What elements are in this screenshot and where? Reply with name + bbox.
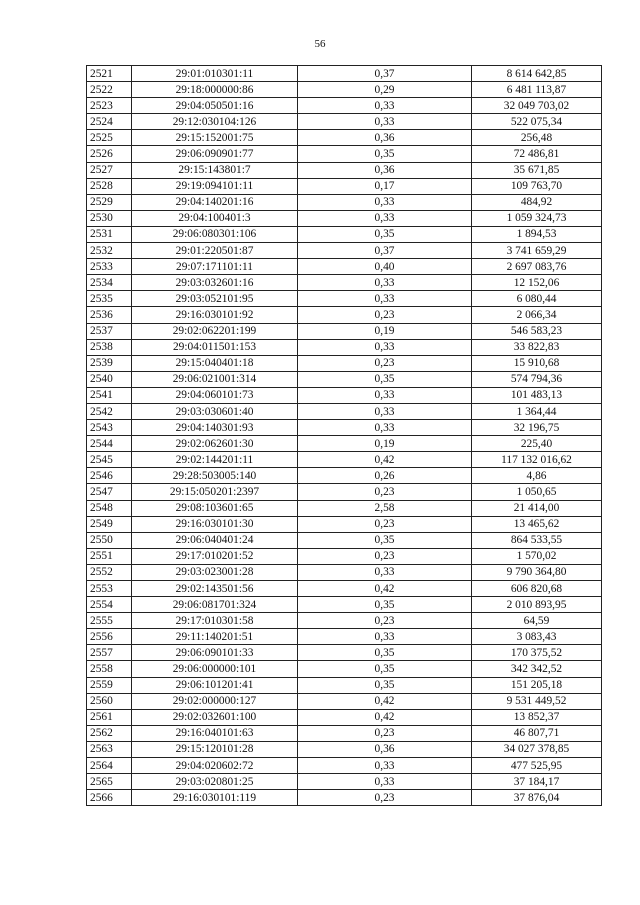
coefficient-cell: 0,33	[298, 194, 472, 210]
table-row	[87, 468, 602, 484]
table-row	[87, 66, 602, 82]
cadastral-number-cell: 29:15:152001:75	[132, 130, 298, 146]
amount-cell: 484,92	[472, 194, 602, 210]
cadastral-number-cell: 29:03:023001:28	[132, 564, 298, 580]
table-row	[87, 741, 602, 757]
table-row	[87, 629, 602, 645]
table-row	[87, 98, 602, 114]
coefficient-cell: 0,17	[298, 178, 472, 194]
amount-cell: 9 531 449,52	[472, 693, 602, 709]
table-row	[87, 774, 602, 790]
amount-cell: 21 414,00	[472, 500, 602, 516]
table-row	[87, 82, 602, 98]
coefficient-cell: 0,42	[298, 693, 472, 709]
table-row	[87, 323, 602, 339]
cadastral-number-cell: 29:02:000000:127	[132, 693, 298, 709]
amount-cell: 9 790 364,80	[472, 564, 602, 580]
table-row	[87, 790, 602, 806]
cadastral-number-cell: 29:04:060101:73	[132, 387, 298, 403]
amount-cell: 864 533,55	[472, 532, 602, 548]
cadastral-number-cell: 29:06:081701:324	[132, 597, 298, 613]
cadastral-number-cell: 29:18:000000:86	[132, 82, 298, 98]
row-number-cell: 2554	[87, 597, 132, 613]
row-number-cell: 2564	[87, 758, 132, 774]
table-row	[87, 243, 602, 259]
cadastral-number-cell: 29:03:052101:95	[132, 291, 298, 307]
table-row	[87, 452, 602, 468]
row-number-cell: 2556	[87, 629, 132, 645]
row-number-cell: 2545	[87, 452, 132, 468]
coefficient-cell: 0,36	[298, 162, 472, 178]
cadastral-number-cell: 29:02:032601:100	[132, 709, 298, 725]
row-number-cell: 2528	[87, 178, 132, 194]
amount-cell: 342 342,52	[472, 661, 602, 677]
cadastral-number-cell: 29:02:143501:56	[132, 581, 298, 597]
table-row	[87, 162, 602, 178]
cadastral-number-cell: 29:17:010201:52	[132, 548, 298, 564]
row-number-cell: 2538	[87, 339, 132, 355]
amount-cell: 170 375,52	[472, 645, 602, 661]
cadastral-number-cell: 29:16:030101:92	[132, 307, 298, 323]
amount-cell: 522 075,34	[472, 114, 602, 130]
amount-cell: 1 059 324,73	[472, 210, 602, 226]
cadastral-number-cell: 29:03:032601:16	[132, 275, 298, 291]
amount-cell: 37 876,04	[472, 790, 602, 806]
row-number-cell: 2536	[87, 307, 132, 323]
coefficient-cell: 0,33	[298, 403, 472, 419]
amount-cell: 13 852,37	[472, 709, 602, 725]
table-row	[87, 387, 602, 403]
coefficient-cell: 0,33	[298, 758, 472, 774]
amount-cell: 117 132 016,62	[472, 452, 602, 468]
amount-cell: 546 583,23	[472, 323, 602, 339]
table-row	[87, 548, 602, 564]
amount-cell: 2 010 893,95	[472, 597, 602, 613]
row-number-cell: 2559	[87, 677, 132, 693]
row-number-cell: 2558	[87, 661, 132, 677]
cadastral-number-cell: 29:04:140201:16	[132, 194, 298, 210]
coefficient-cell: 0,33	[298, 98, 472, 114]
row-number-cell: 2529	[87, 194, 132, 210]
amount-cell: 12 152,06	[472, 275, 602, 291]
amount-cell: 33 822,83	[472, 339, 602, 355]
row-number-cell: 2541	[87, 387, 132, 403]
amount-cell: 8 614 642,85	[472, 66, 602, 82]
table-row	[87, 194, 602, 210]
amount-cell: 1 570,02	[472, 548, 602, 564]
amount-cell: 225,40	[472, 436, 602, 452]
cadastral-number-cell: 29:02:144201:11	[132, 452, 298, 468]
coefficient-cell: 0,29	[298, 82, 472, 98]
coefficient-cell: 0,33	[298, 564, 472, 580]
table-row	[87, 275, 602, 291]
coefficient-cell: 0,23	[298, 484, 472, 500]
table-row	[87, 645, 602, 661]
coefficient-cell: 0,33	[298, 387, 472, 403]
table-row	[87, 114, 602, 130]
table-row	[87, 677, 602, 693]
row-number-cell: 2561	[87, 709, 132, 725]
row-number-cell: 2547	[87, 484, 132, 500]
row-number-cell: 2530	[87, 210, 132, 226]
cadastral-number-cell: 29:04:020602:72	[132, 758, 298, 774]
row-number-cell: 2524	[87, 114, 132, 130]
amount-cell: 109 763,70	[472, 178, 602, 194]
cadastral-number-cell: 29:15:120101:28	[132, 741, 298, 757]
row-number-cell: 2544	[87, 436, 132, 452]
cadastral-number-cell: 29:03:030601:40	[132, 403, 298, 419]
coefficient-cell: 2,58	[298, 500, 472, 516]
row-number-cell: 2542	[87, 403, 132, 419]
row-number-cell: 2532	[87, 243, 132, 259]
row-number-cell: 2552	[87, 564, 132, 580]
row-number-cell: 2562	[87, 725, 132, 741]
coefficient-cell: 0,37	[298, 66, 472, 82]
amount-cell: 574 794,36	[472, 371, 602, 387]
table-row	[87, 581, 602, 597]
table-row	[87, 339, 602, 355]
coefficient-cell: 0,35	[298, 645, 472, 661]
table-row	[87, 613, 602, 629]
amount-cell: 46 807,71	[472, 725, 602, 741]
coefficient-cell: 0,23	[298, 548, 472, 564]
amount-cell: 477 525,95	[472, 758, 602, 774]
table-row	[87, 210, 602, 226]
row-number-cell: 2560	[87, 693, 132, 709]
coefficient-cell: 0,19	[298, 436, 472, 452]
table-row	[87, 291, 602, 307]
cadastral-number-cell: 29:28:503005:140	[132, 468, 298, 484]
coefficient-cell: 0,36	[298, 741, 472, 757]
cadastral-number-cell: 29:04:140301:93	[132, 420, 298, 436]
cadastral-number-cell: 29:02:062201:199	[132, 323, 298, 339]
table-row	[87, 661, 602, 677]
row-number-cell: 2563	[87, 741, 132, 757]
table-row	[87, 146, 602, 162]
amount-cell: 34 027 378,85	[472, 741, 602, 757]
table-row	[87, 403, 602, 419]
table-row	[87, 597, 602, 613]
row-number-cell: 2540	[87, 371, 132, 387]
amount-cell: 151 205,18	[472, 677, 602, 693]
table-row	[87, 709, 602, 725]
amount-cell: 1 050,65	[472, 484, 602, 500]
cadastral-number-cell: 29:06:000000:101	[132, 661, 298, 677]
amount-cell: 2 697 083,76	[472, 259, 602, 275]
amount-cell: 13 465,62	[472, 516, 602, 532]
amount-cell: 606 820,68	[472, 581, 602, 597]
row-number-cell: 2535	[87, 291, 132, 307]
coefficient-cell: 0,26	[298, 468, 472, 484]
coefficient-cell: 0,35	[298, 226, 472, 242]
coefficient-cell: 0,23	[298, 516, 472, 532]
row-number-cell: 2565	[87, 774, 132, 790]
table-row	[87, 484, 602, 500]
table-body	[87, 66, 602, 806]
coefficient-cell: 0,23	[298, 790, 472, 806]
amount-cell: 6 481 113,87	[472, 82, 602, 98]
table-row	[87, 564, 602, 580]
table-row	[87, 130, 602, 146]
coefficient-cell: 0,37	[298, 243, 472, 259]
row-number-cell: 2557	[87, 645, 132, 661]
coefficient-cell: 0,23	[298, 725, 472, 741]
table-row	[87, 259, 602, 275]
coefficient-cell: 0,35	[298, 661, 472, 677]
coefficient-cell: 0,33	[298, 774, 472, 790]
row-number-cell: 2522	[87, 82, 132, 98]
row-number-cell: 2521	[87, 66, 132, 82]
amount-cell: 101 483,13	[472, 387, 602, 403]
coefficient-cell: 0,33	[298, 210, 472, 226]
cadastral-number-cell: 29:03:020801:25	[132, 774, 298, 790]
amount-cell: 2 066,34	[472, 307, 602, 323]
table-row	[87, 693, 602, 709]
table-row	[87, 758, 602, 774]
coefficient-cell: 0,23	[298, 307, 472, 323]
cadastral-number-cell: 29:02:062601:30	[132, 436, 298, 452]
cadastral-number-cell: 29:19:094101:11	[132, 178, 298, 194]
cadastral-number-cell: 29:17:010301:58	[132, 613, 298, 629]
amount-cell: 15 910,68	[472, 355, 602, 371]
row-number-cell: 2551	[87, 548, 132, 564]
coefficient-cell: 0,33	[298, 420, 472, 436]
cadastral-number-cell: 29:15:040401:18	[132, 355, 298, 371]
table-row	[87, 178, 602, 194]
table-row	[87, 371, 602, 387]
amount-cell: 35 671,85	[472, 162, 602, 178]
cadastral-number-cell: 29:06:090101:33	[132, 645, 298, 661]
cadastral-number-cell: 29:16:030101:30	[132, 516, 298, 532]
amount-cell: 6 080,44	[472, 291, 602, 307]
amount-cell: 3 083,43	[472, 629, 602, 645]
amount-cell: 64,59	[472, 613, 602, 629]
table-row	[87, 500, 602, 516]
cadastral-number-cell: 29:16:040101:63	[132, 725, 298, 741]
cadastral-number-cell: 29:01:220501:87	[132, 243, 298, 259]
coefficient-cell: 0,33	[298, 629, 472, 645]
row-number-cell: 2553	[87, 581, 132, 597]
cadastral-number-cell: 29:04:011501:153	[132, 339, 298, 355]
row-number-cell: 2549	[87, 516, 132, 532]
row-number-cell: 2546	[87, 468, 132, 484]
cadastral-number-cell: 29:06:040401:24	[132, 532, 298, 548]
table-row	[87, 226, 602, 242]
coefficient-cell: 0,33	[298, 291, 472, 307]
row-number-cell: 2550	[87, 532, 132, 548]
coefficient-cell: 0,33	[298, 275, 472, 291]
cadastral-number-cell: 29:06:090901:77	[132, 146, 298, 162]
row-number-cell: 2523	[87, 98, 132, 114]
table-row	[87, 532, 602, 548]
row-number-cell: 2543	[87, 420, 132, 436]
table-row	[87, 355, 602, 371]
cadastral-number-cell: 29:12:030104:126	[132, 114, 298, 130]
table-row	[87, 725, 602, 741]
amount-cell: 1 364,44	[472, 403, 602, 419]
row-number-cell: 2531	[87, 226, 132, 242]
coefficient-cell: 0,35	[298, 532, 472, 548]
cadastral-number-cell: 29:15:143801:7	[132, 162, 298, 178]
amount-cell: 32 049 703,02	[472, 98, 602, 114]
table-row	[87, 516, 602, 532]
cadastral-number-cell: 29:08:103601:65	[132, 500, 298, 516]
amount-cell: 32 196,75	[472, 420, 602, 436]
coefficient-cell: 0,36	[298, 130, 472, 146]
row-number-cell: 2534	[87, 275, 132, 291]
amount-cell: 72 486,81	[472, 146, 602, 162]
coefficient-cell: 0,35	[298, 597, 472, 613]
coefficient-cell: 0,23	[298, 613, 472, 629]
row-number-cell: 2539	[87, 355, 132, 371]
data-table	[86, 65, 602, 806]
amount-cell: 4,86	[472, 468, 602, 484]
coefficient-cell: 0,40	[298, 259, 472, 275]
row-number-cell: 2527	[87, 162, 132, 178]
cadastral-number-cell: 29:15:050201:2397	[132, 484, 298, 500]
cadastral-number-cell: 29:04:100401:3	[132, 210, 298, 226]
cadastral-number-cell: 29:06:080301:106	[132, 226, 298, 242]
page-number: 56	[314, 38, 326, 50]
cadastral-number-cell: 29:06:101201:41	[132, 677, 298, 693]
cadastral-number-cell: 29:16:030101:119	[132, 790, 298, 806]
cadastral-number-cell: 29:04:050501:16	[132, 98, 298, 114]
amount-cell: 256,48	[472, 130, 602, 146]
table-row	[87, 436, 602, 452]
row-number-cell: 2537	[87, 323, 132, 339]
row-number-cell: 2525	[87, 130, 132, 146]
cadastral-number-cell: 29:07:171101:11	[132, 259, 298, 275]
row-number-cell: 2566	[87, 790, 132, 806]
coefficient-cell: 0,42	[298, 709, 472, 725]
amount-cell: 3 741 659,29	[472, 243, 602, 259]
coefficient-cell: 0,35	[298, 146, 472, 162]
coefficient-cell: 0,42	[298, 452, 472, 468]
amount-cell: 37 184,17	[472, 774, 602, 790]
cadastral-number-cell: 29:01:010301:11	[132, 66, 298, 82]
coefficient-cell: 0,23	[298, 355, 472, 371]
row-number-cell: 2555	[87, 613, 132, 629]
row-number-cell: 2526	[87, 146, 132, 162]
coefficient-cell: 0,33	[298, 339, 472, 355]
coefficient-cell: 0,19	[298, 323, 472, 339]
row-number-cell: 2533	[87, 259, 132, 275]
table-row	[87, 307, 602, 323]
cadastral-number-cell: 29:06:021001:314	[132, 371, 298, 387]
coefficient-cell: 0,33	[298, 114, 472, 130]
row-number-cell: 2548	[87, 500, 132, 516]
coefficient-cell: 0,42	[298, 581, 472, 597]
coefficient-cell: 0,35	[298, 677, 472, 693]
coefficient-cell: 0,35	[298, 371, 472, 387]
table-row	[87, 420, 602, 436]
amount-cell: 1 894,53	[472, 226, 602, 242]
cadastral-number-cell: 29:11:140201:51	[132, 629, 298, 645]
